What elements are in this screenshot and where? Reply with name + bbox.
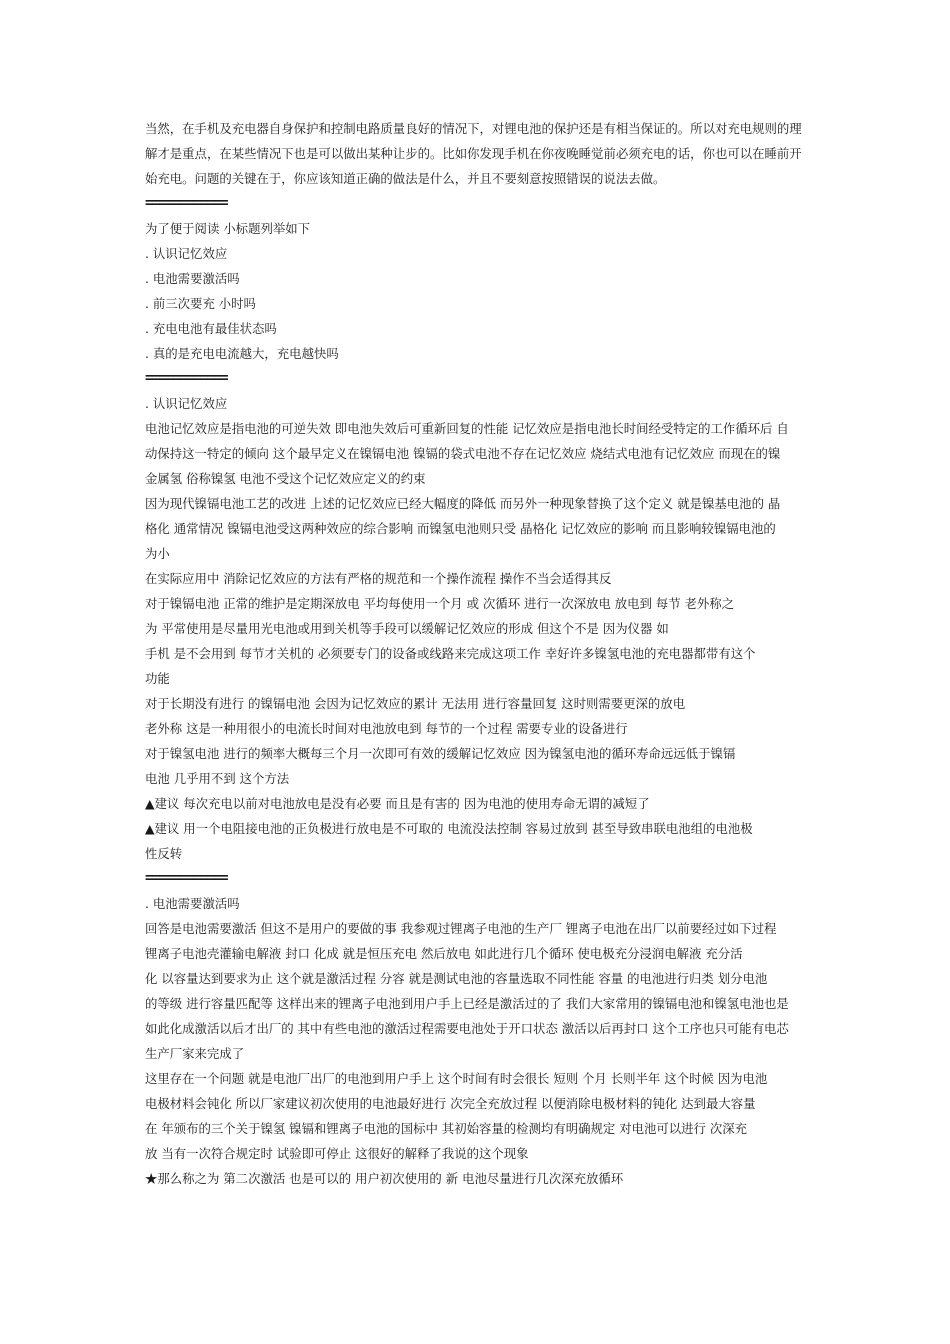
list-item: . 电池需要激活吗 — [145, 271, 240, 286]
note-line: ★那么称之为 第二次激活 也是可以的 用户初次使用的 新 电池尽量进行几次深充放循环 — [145, 1171, 624, 1186]
text-line: 在 年颁布的三个关于镍氢 镍镉和锂离子电池的国标中 其初始容量的检测均有明确规定 对电池可以进行 次深充 — [145, 1121, 748, 1136]
text-line: 对于镍氢电池 进行的频率大概每三个月一次即可有效的缓解记忆效应 因为镍氢电池的循环寿命远远低于镍镉 — [145, 746, 736, 761]
text-line: 如此化成激活以后才出厂的 其中有些电池的激活过程需要电池处于开口状态 激活以后再封口 这个工序也只可能有电芯 — [145, 1021, 789, 1036]
text-line: 生产厂家来完成了 — [145, 1046, 245, 1061]
text-line: 金属氢 俗称镍氢 电池不受这个记忆效应定义的约束 — [145, 471, 426, 486]
text-line: 为 平常使用是尽量用光电池或用到关机等手段可以缓解记忆效应的形成 但这个不是 因为仪器 如 — [145, 621, 669, 636]
text-line: 电极材料会钝化 所以厂家建议初次使用的电池最好进行 次完全充放过程 以便消除电极材料的钝化 达到最大容量 — [145, 1096, 756, 1111]
text-line: 始充电。问题的关键在于，你应该知道正确的做法是什么，并且不要刻意按照错误的说法去做。 — [145, 171, 666, 186]
text-line: 这里存在一个问题 就是电池厂出厂的电池到用户手上 这个时间有时会很长 短则 个月 长则半年 这个时候 因为电池 — [145, 1071, 768, 1086]
section-heading: . 电池需要激活吗 — [145, 896, 240, 911]
suggestion-line: ▲建议 用一个电阻接电池的正负极进行放电是不可取的 电流没法控制 容易过放到 甚至导致串联电池组的电池极 — [145, 821, 753, 836]
text-line: 手机 是不会用到 每节才关机的 必须要专门的设备或线路来完成这项工作 幸好许多镍氢电池的充电器都带有这个 — [145, 646, 756, 661]
text-line: 在实际应用中 消除记忆效应的方法有严格的规范和一个操作流程 操作不当会适得其反 — [145, 571, 612, 586]
text-line: 因为现代镍镉电池工艺的改进 上述的记忆效应已经大幅度的降低 而另外一种现象替换了这个定义 就是镍基电池的 晶 — [145, 496, 781, 511]
text-line: 回答是电池需要激活 但这不是用户的要做的事 我参观过锂离子电池的生产厂 锂离子电池在出厂以前要经过如下过程 — [145, 921, 777, 936]
text-line: 格化 通常情况 镍镉电池受这两种效应的综合影响 而镍氢电池则只受 晶格化 记忆效应的影响 而且影响较镍镉电池的 — [145, 521, 776, 536]
text-line: 当然，在手机及充电器自身保护和控制电路质量良好的情况下，对锂电池的保护还是有相当保证的。所以对充电规则的理 — [145, 121, 802, 136]
text-line: 电池 几乎用不到 这个方法 — [145, 771, 290, 786]
document-body — [145, 116, 820, 1191]
text-line: 锂离子电池壳灌输电解液 封口 化成 就是恒压充电 然后放电 如此进行几个循环 使电极充分浸润电解液 充分活 — [145, 946, 743, 961]
text-line: 功能 — [145, 671, 170, 686]
text-line: 放 当有一次符合规定时 试验即可停止 这很好的解释了我说的这个现象 — [145, 1146, 529, 1161]
list-item: . 充电电池有最佳状态吗 — [145, 321, 277, 336]
section-separator: ============ — [145, 870, 227, 886]
section-separator: ============ — [145, 370, 227, 386]
text-line: 动保持这一特定的倾向 这个最早定义在镍镉电池 镍镉的袋式电池不存在记忆效应 烧结式电池有记忆效应 而现在的镍 — [145, 446, 781, 461]
text-line: 对于长期没有进行 的镍镉电池 会因为记忆效应的累计 无法用 进行容量回复 这时则需要更深的放电 — [145, 696, 686, 711]
text-line: 解才是重点，在某些情况下也是可以做出某种让步的。比如你发现手机在你夜晚睡觉前必须充电的话，你也可以在睡前开 — [145, 146, 802, 161]
suggestion-line: ▲建议 每次充电以前对电池放电是没有必要 而且是有害的 因为电池的使用寿命无谓的减短了 — [145, 796, 650, 811]
text-line: 性反转 — [145, 846, 183, 861]
list-item: . 认识记忆效应 — [145, 246, 228, 261]
text-line: 化 以容量达到要求为止 这个就是激活过程 分容 就是测试电池的容量选取不同性能 容量 的电池进行归类 划分电池 — [145, 971, 768, 986]
text-line: 为小 — [145, 546, 170, 561]
text-line: 对于镍镉电池 正常的维护是定期深放电 平均每使用一个月 或 次循环 进行一次深放电 放电到 每节 老外称之 — [145, 596, 735, 611]
text-line: 老外称 这是一种用很小的电流长时间对电池放电到 每节的一个过程 需要专业的设备进行 — [145, 721, 628, 736]
text-line: 电池记忆效应是指电池的可逆失效 即电池失效后可重新回复的性能 记忆效应是指电池长时间经受特定的工作循环后 自 — [145, 421, 789, 436]
text-line: 的等级 进行容量匹配等 这样出来的锂离子电池到用户手上已经是激活过的了 我们大家常用的镍镉电池和镍氢电池也是 — [145, 996, 789, 1011]
text-line: 为了便于阅读 小标题列举如下 — [145, 221, 311, 236]
section-heading: . 认识记忆效应 — [145, 396, 228, 411]
list-item: . 真的是充电电流越大，充电越快吗 — [145, 346, 339, 361]
section-separator: ============ — [145, 195, 227, 211]
list-item: . 前三次要充 小时吗 — [145, 296, 256, 311]
